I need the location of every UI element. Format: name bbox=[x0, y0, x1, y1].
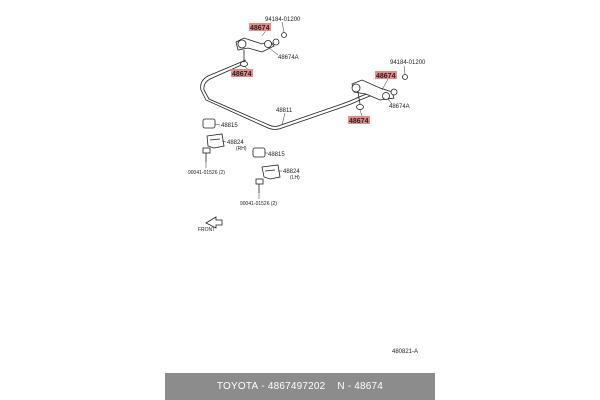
svg-text:48674: 48674 bbox=[250, 25, 270, 32]
footer-brand: TOYOTA bbox=[216, 381, 259, 392]
callout-48674-top[interactable] bbox=[249, 23, 271, 32]
label-48815-upper: 48815 bbox=[221, 123, 238, 129]
label-lh: (LH) bbox=[290, 175, 300, 181]
label-rh: (RH) bbox=[236, 146, 247, 152]
bushing-upper bbox=[203, 119, 215, 128]
footer-ref: 48674 bbox=[354, 381, 384, 392]
diagram-code: 480821-A bbox=[392, 349, 419, 355]
callout-48674-right-top[interactable] bbox=[375, 71, 397, 80]
label-48824-lh: 48824 bbox=[283, 169, 300, 175]
footer-part-number: 4867497202 bbox=[267, 381, 326, 392]
label-48674a-right: 48674A bbox=[389, 104, 410, 110]
label-94184-right: 94184-01200 bbox=[390, 60, 426, 66]
label-48815-lower: 48815 bbox=[268, 152, 285, 158]
label-bolt-lh: 90041-01526 (2) bbox=[240, 201, 277, 207]
footer-sep2: N - bbox=[325, 381, 355, 392]
stabilizer-link-upper bbox=[236, 33, 287, 67]
footer-sep1: - bbox=[258, 381, 268, 392]
svg-text:48674: 48674 bbox=[349, 118, 369, 125]
svg-text:48674: 48674 bbox=[376, 73, 396, 80]
svg-text:48674: 48674 bbox=[232, 71, 252, 78]
callout-48674-left[interactable] bbox=[231, 69, 253, 78]
label-bolt-rh: 90041-01526 (2) bbox=[188, 170, 225, 176]
label-48674a-left: 48674A bbox=[278, 55, 299, 61]
label-48824-rh: 48824 bbox=[227, 140, 244, 146]
footer-bar bbox=[165, 373, 435, 400]
bushing-lower bbox=[253, 148, 265, 157]
label-48811: 48811 bbox=[276, 108, 293, 114]
label-front: FRONT bbox=[198, 227, 216, 233]
label-94184-left: 94184-01200 bbox=[265, 17, 301, 23]
bracket-rh bbox=[203, 134, 224, 162]
bracket-lh bbox=[256, 165, 280, 193]
callout-48674-right-bottom[interactable] bbox=[348, 116, 370, 125]
